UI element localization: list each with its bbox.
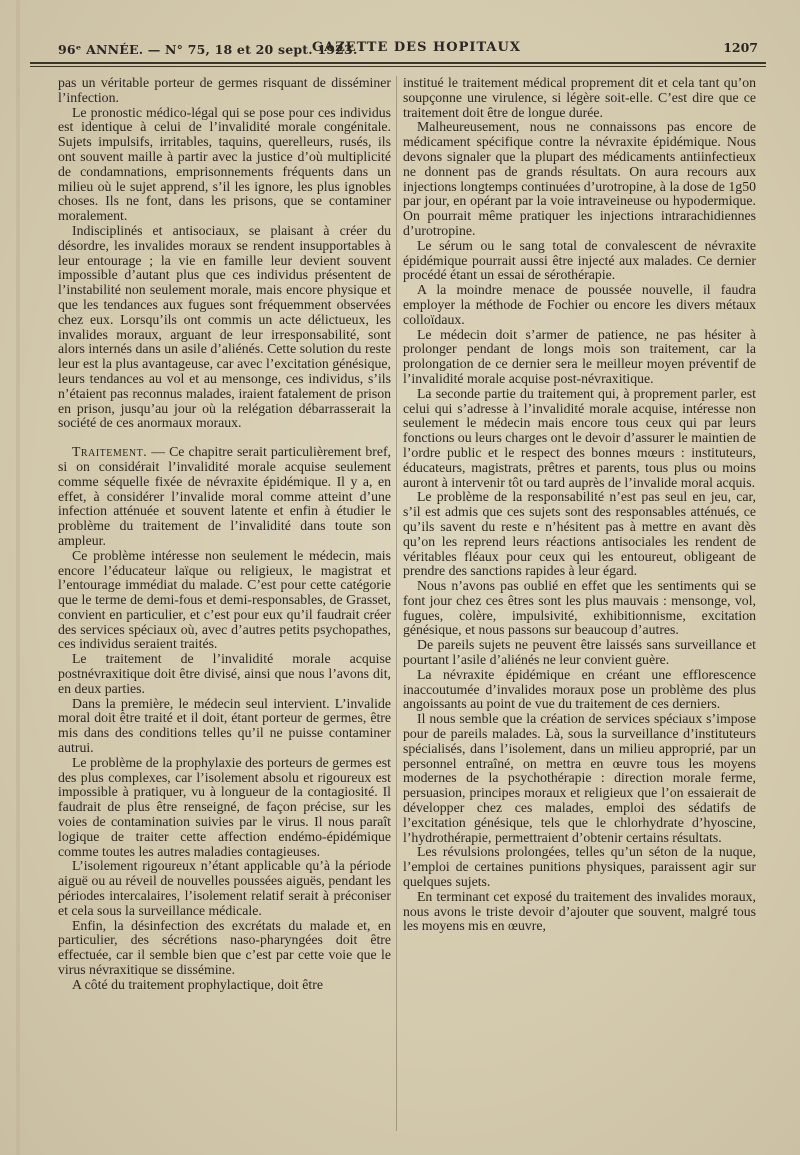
paragraph-text: Nous n’avons pas oublié en effet que les sentiments qui se font jour chez ces êtres sont les plus mauvais : mensonge, vol, fugues, colère, impulsivité, exhibitionnisme, excitation génésique, et nous passons sur beaucoup d’autres. bbox=[403, 578, 756, 638]
journal-title: GAZETTE DES HOPITAUX bbox=[312, 40, 521, 55]
paragraph-text: L’isolement rigoureux n’étant applicable qu’à la période aiguë ou au réveil de nouvelles poussées aiguës, pendant les périodes intercalaires, l’isolement relatif serait à préconiser et cela sous la surveillance médicale. bbox=[58, 858, 391, 918]
paragraph bbox=[58, 978, 391, 993]
paragraph-text: En terminant cet exposé du traitement des invalides moraux, nous avons le triste devoir d’ajouter que souvent, malgré tous les moyens mis en œuvre, bbox=[403, 888, 756, 934]
paragraph-text: Le traitement de l’invalidité morale acquise postnévraxitique doit être divisé, ainsi que nous l’avons dit, en deux parties. bbox=[58, 651, 391, 696]
paragraph bbox=[403, 283, 756, 327]
paragraph bbox=[403, 890, 756, 934]
paragraph bbox=[58, 919, 391, 978]
paragraph bbox=[58, 549, 391, 653]
paragraph-text: Malheureusement, nous ne connaissons pas encore de médicament spécifique contre la névraxite épidémique. Nous devons signaler que la plupart des médicaments antiinfectieux ne donnent pas de grands résultats. On aura recours aux injections longtemps continuées d’urotropine, à la dose de 1g50 par jour, en opérant par la voie intraveineuse ou hypodermique. On pourrait même pratiquer les injections intrarachidiennes d’urotropine. bbox=[403, 119, 756, 238]
paragraph bbox=[58, 697, 391, 756]
paragraph bbox=[58, 859, 391, 918]
issue-info: 96ᵉ ANNÉE. — N° 75, 18 et 20 sept. 1923. bbox=[58, 42, 358, 57]
paragraph bbox=[403, 712, 756, 845]
paragraph-text: Le pronostic médico-légal qui se pose pour ces individus est identique à celui de l’invalidité morale congénitale. Sujets impulsifs, irritables, taquins, querelleurs, rusés, ils ont souvent maille à partir avec la justice d’où multiplicité de condamnations, emprisonnements fréquents dans un milieu où le sujet apprend, s’il les ignore, les plus ignobles choses. Ils ne font, dans les prisons, que se contaminer moralement. bbox=[58, 104, 391, 224]
paragraph bbox=[403, 387, 756, 491]
paragraph bbox=[58, 445, 391, 549]
paragraph bbox=[403, 845, 756, 889]
paragraph bbox=[403, 76, 756, 120]
right-column bbox=[403, 76, 756, 934]
paragraph-text: La névraxite épidémique en créant une efflorescence inaccoutumée d’invalides moraux pose un problème des plus angoissants au point de vue du traitement de ces derniers. bbox=[403, 666, 756, 712]
paragraph-text: pas un véritable porteur de germes risquant de disséminer l’infection. bbox=[58, 75, 391, 105]
paragraph-text: Le médecin doit s’armer de patience, ne pas hésiter à prolonger pendant de longs mois son traitement, car la prolongation de ce dernier sera le meilleur moyen préventif de l’invalidité morale acquise post-névraxitique. bbox=[403, 326, 756, 386]
paragraph-text: De pareils sujets ne peuvent être laissés sans surveillance et pourtant l’asile d’aliénés ne leur convient guère. bbox=[403, 637, 756, 668]
paragraph bbox=[403, 668, 756, 712]
paragraph bbox=[403, 490, 756, 579]
paragraph bbox=[58, 224, 391, 431]
left-column bbox=[58, 76, 391, 993]
paragraph bbox=[403, 328, 756, 387]
column-divider bbox=[396, 76, 397, 1131]
header-rule-thick bbox=[30, 62, 766, 64]
paragraph-text: Le problème de la responsabilité n’est pas seul en jeu, car, s’il est admis que ces sujets sont des responsables atténués, ce qu’ils savent du reste e n’hésitent pas à mettre en avant dès qu’on les reprend leurs réactions antisociales les rendent de véritables fléaux pour ceux qui les entoureut, obligeant de prendre des sanctions rapides à leur égard. bbox=[403, 489, 756, 579]
paragraph bbox=[403, 120, 756, 238]
paragraph-text: Enfin, la désinfection des excrétats du malade et, en particulier, des sécrétions naso-pharyngées doit être effectuée, car il semble bien que c’est par cette voie que le virus névraxitique se dissémine. bbox=[58, 917, 391, 978]
page-fold-shadow bbox=[16, 0, 20, 1155]
paragraph-text: Il nous semble que la création de services spéciaux s’impose pour de pareils malades. Là, sous la surveillance d’instituteurs spécialisés, dans l’isolement, dans un milieu approprié, par un personnel entraîné, on mettra en œuvre tous les moyens modernes de la psychothérapie : direction morale ferme, persuasion, principes moraux et religieux que l’on essaierait de développer chez ces malades, emploi des sédatifs de l’excitation génésique, tels que le chlorhydrate d’hyoscine, l’hydrothérapie, permettraient d’obtenir certains résultats. bbox=[403, 711, 756, 845]
paragraph-text: Ce problème intéresse non seulement le médecin, mais encore l’éducateur laïque ou religieux, le magistrat et l’entourage immédiat du malade. C’est pour cette catégorie que le terme de demi-fous et demi-responsables, de Grasset, convient en particulier, et c’est pour eux qu’il faudrait créer des services spéciaux où, avec d’autres petits psychopathes, ces individus seraient traités. bbox=[58, 547, 391, 652]
section-heading: Traitement. bbox=[72, 444, 148, 460]
paragraph bbox=[403, 239, 756, 283]
page-header bbox=[58, 38, 758, 60]
paragraph-text: — Ce chapitre serait particulièrement bref, si on considérait l’invalidité morale acquise seulement comme séquelle fixée de névraxite épidémique. Il y a, en effet, à considérer l’invalide moral comme atteint d’une infection atténuée et souvent latente et enfin à étudier le problème du traitement de l’invalidité dans toute son ampleur. bbox=[58, 444, 391, 548]
paragraph-text: A la moindre menace de poussée nouvelle, il faudra employer la méthode de Fochier ou encore les divers métaux colloïdaux. bbox=[403, 282, 756, 327]
paragraph-text: A côté du traitement prophylactique, doit être bbox=[72, 976, 323, 992]
paragraph-text: Le problème de la prophylaxie des porteurs de germes est des plus complexes, car l’isolement absolu et rigoureux est impossible à pratiquer, vu à longueur de la contagiosité. Il faudrait de plus être renseigné, de façon précise, sur les voies de contamination suivies par le virus. Il nous paraît logique de traiter cette affection endémo-épidémique comme toutes les autres maladies contagieuses. bbox=[58, 754, 391, 859]
paragraph bbox=[58, 652, 391, 696]
paragraph bbox=[58, 76, 391, 106]
paragraph-text: institué le traitement médical proprement dit et cela tant qu’on soupçonne une virulence, si légère soit-elle. C’est dire que ce traitement doit être de longue durée. bbox=[403, 75, 756, 120]
paragraph-text: Les révulsions prolongées, telles qu’un séton de la nuque, l’emploi de certaines punitions physiques, paraissent agir sur quelques sujets. bbox=[403, 844, 756, 890]
paragraph bbox=[403, 638, 756, 668]
page-number: 1207 bbox=[723, 40, 758, 55]
paragraph bbox=[58, 756, 391, 860]
paragraph-text: La seconde partie du traitement qui, à proprement parler, est celui qui s’adresse à l’invalidité morale acquise, intéresse non seulement le médecin mais encore tous ceux qui par leurs fonctions ou leurs charges ont le devoir d’assurer le maintien de l’ordre public et le respect des bonnes mœurs : instituteurs, éducateurs, magistrats, prêtres et parents, tous plus ou moins auront à intervenir tôt ou tard auprès de l’invalide moral acquis. bbox=[403, 385, 756, 490]
paragraph-text: Dans la première, le médecin seul intervient. L’invalide moral doit être traité et il doit, étant porteur de germes, être mis dans des conditions telles qu’il ne puisse contaminer autrui. bbox=[58, 695, 391, 756]
header-rule-thin bbox=[30, 66, 766, 67]
paragraph-text: Le sérum ou le sang total de convalescent de névraxite épidémique pourrait aussi être injecté aux malades. Ce dernier procédé étant un essai de sérothérapie. bbox=[403, 237, 756, 283]
paragraph-text: Indisciplinés et antisociaux, se plaisant à créer du désordre, les invalides moraux se rendent insupportables à leur entourage ; la vie en famille leur devient souvent impossible d’autant plus que ces individus présentent de l’instabilité non seulement morale, mais encore physique et que les tendances aux fugues sont fréquemment observées chez eux. Lorsqu’ils ont commis un acte délictueux, les invalides moraux, arguant de leur irresponsabilité, sont alors internés dans un asile d’aliénés. Cette solution du reste leur est la plus avantageuse, car avec l’excitation génésique, leurs tendances au vol et au mensonge, ces individus, s’ils n’étaient pas reconnus malades, iraient fatalement de prison en prison, jusqu’au jour où la relégation débarrasserait la société de ces anormaux moraux. bbox=[58, 222, 391, 431]
paragraph bbox=[403, 579, 756, 638]
paragraph bbox=[58, 106, 391, 224]
